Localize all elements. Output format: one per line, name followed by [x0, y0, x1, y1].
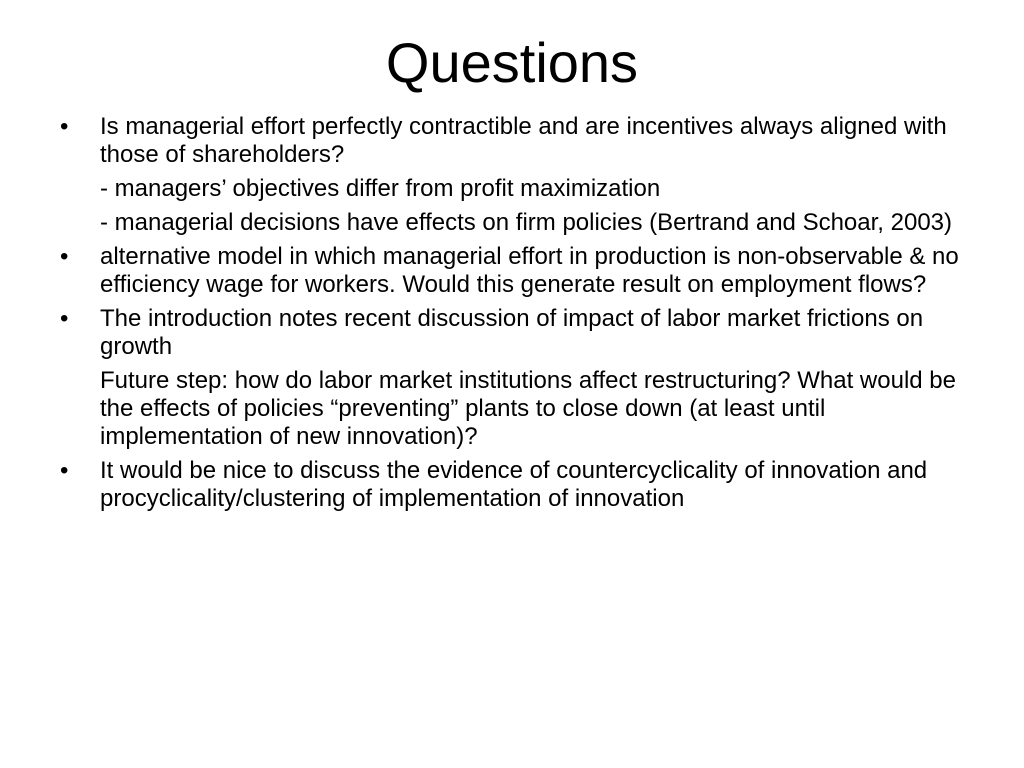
bullet-icon: • [60, 305, 69, 332]
bullet-icon: • [60, 113, 69, 140]
bullet-text: The introduction notes recent discussion of impact of labor market frictions on growth [100, 305, 924, 360]
sub-item-1b: - managerial decisions have effects on firm policies (Bertrand and Schoar, 2003) [100, 209, 953, 236]
bullet-item-4 [52, 457, 972, 513]
bullet-item-2 [52, 243, 972, 299]
slide-title: Questions [385, 31, 639, 94]
bullet-icon: • [60, 243, 69, 270]
sub-item-3a: Future step: how do labor market institutions affect restructuring? What would be the effects of policies “preventing” plants to close down (at least until implementation of new innovation)? [100, 367, 956, 450]
bullet-icon: • [60, 457, 69, 484]
sub-item-1a: - managers’ objectives differ from profit maximization [100, 175, 661, 202]
slide-content [52, 113, 972, 519]
bullet-text: alternative model in which managerial effort in production is non-observable & no efficiency wage for workers. Would this generate result on employment flows? [100, 243, 959, 298]
bullet-item-3 [52, 305, 972, 361]
bullet-text: Is managerial effort perfectly contractible and are incentives always aligned with those of shareholders? [100, 113, 947, 168]
bullet-text: It would be nice to discuss the evidence of countercyclicality of innovation and procyclicality/clustering of implementation of innovation [100, 457, 928, 512]
bullet-item-1 [52, 113, 972, 169]
